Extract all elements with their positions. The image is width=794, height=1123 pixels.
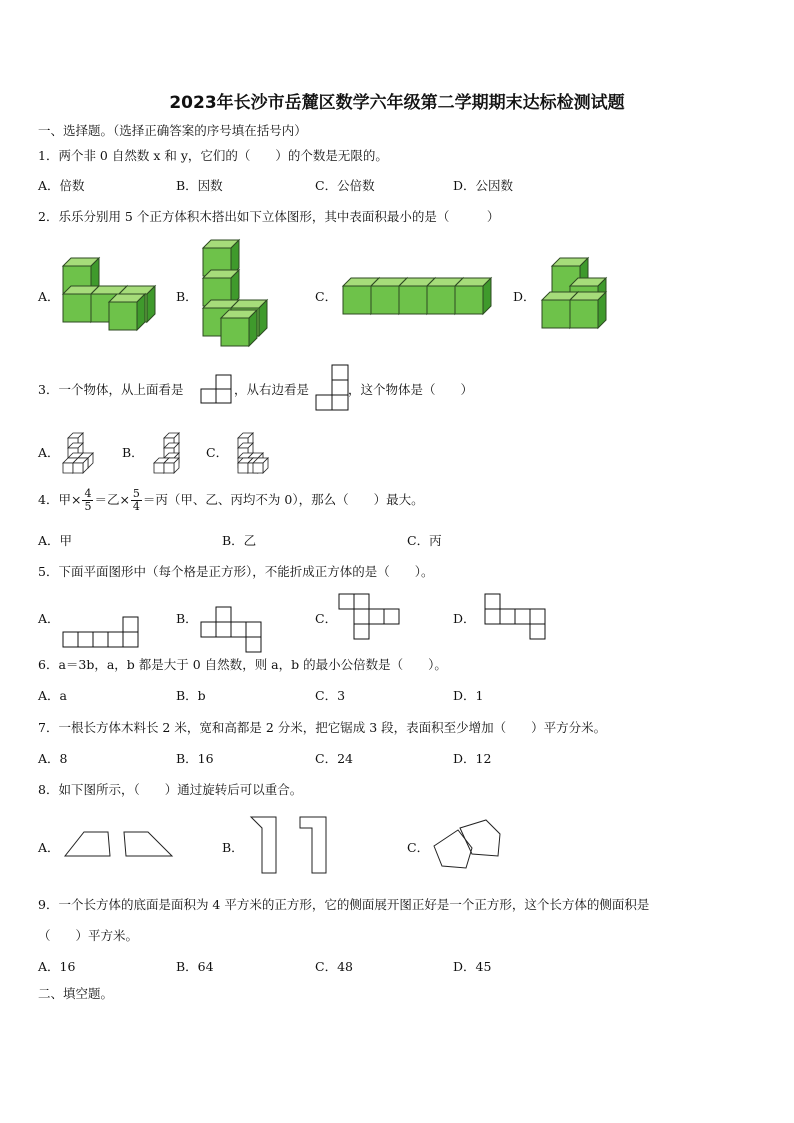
q4-text-post: ＝丙（甲、乙、丙均不为 0），那么（ ）最大。	[142, 492, 424, 507]
cube-front-face	[570, 300, 598, 328]
net-square	[354, 609, 369, 624]
q8-figure-c-pentagons	[432, 818, 504, 870]
cube-front-face	[399, 286, 427, 314]
page-title: 2023年长沙市岳麓区数学六年级第二学期期末达标检测试题	[169, 93, 625, 113]
q2-option-d[interactable]: D．	[513, 289, 536, 304]
cube-front-face	[371, 286, 399, 314]
net-square	[530, 624, 545, 639]
q9-option-d[interactable]: D．45	[453, 959, 492, 974]
q4-fraction-1-numerator: 4	[84, 487, 92, 500]
section-heading-1: 一、选择题。（选择正确答案的序号填在括号内）	[38, 123, 307, 138]
q3-figure-b-wire-cubes	[146, 430, 184, 472]
net-square	[123, 617, 138, 632]
net-square	[354, 624, 369, 639]
wire-cube-front-face	[164, 463, 174, 473]
q8-option-a[interactable]: A．	[38, 840, 60, 855]
q7-option-d[interactable]: D．12	[453, 751, 492, 766]
q4-option-b[interactable]: B．乙	[222, 533, 257, 548]
question-6: 6．a＝3b，a，b 都是大于 0 自然数，则 a，b 的最小公倍数是（ ）。	[38, 657, 447, 672]
net-square	[515, 609, 530, 624]
q6-option-a[interactable]: A．a	[38, 688, 67, 703]
question-3-part-2: ，从右边看是	[234, 382, 310, 397]
question-3-part-1: 3．一个物体，从上面看是	[38, 382, 184, 397]
q4-fraction-2-numerator: 5	[132, 487, 140, 500]
q5-net-b	[200, 591, 276, 641]
cube-front-face	[221, 318, 249, 346]
cube-front-face	[427, 286, 455, 314]
net-square	[384, 609, 399, 624]
net-square	[123, 632, 138, 647]
q4-text-pre: 4．甲×	[38, 492, 82, 507]
net-square	[339, 594, 354, 609]
q3-figure-c-wire-cubes	[230, 430, 268, 472]
net-square	[108, 632, 123, 647]
net-square	[216, 607, 231, 622]
cube-front-face	[63, 294, 91, 322]
q1-option-a[interactable]: A．倍数	[38, 178, 85, 193]
q2-figure-c-cubes	[340, 274, 500, 318]
question-9-line-2: （ ）平方米。	[38, 928, 139, 943]
q6-option-b[interactable]: B．b	[176, 688, 206, 703]
q3-option-a[interactable]: A．	[38, 445, 60, 460]
q7-option-a[interactable]: A．8	[38, 751, 68, 766]
net-square	[246, 622, 261, 637]
section-heading-2: 二、填空题。	[38, 986, 114, 1001]
q9-option-a[interactable]: A．16	[38, 959, 76, 974]
q2-option-a[interactable]: A．	[38, 289, 60, 304]
question-8: 8．如下图所示，（ ）通过旋转后可以重合。	[38, 782, 303, 797]
q5-net-c	[338, 593, 406, 643]
cube-front-face	[109, 302, 137, 330]
q2-figure-a-cubes	[60, 256, 160, 336]
net-square	[231, 622, 246, 637]
question-7: 7．一根长方体木料长 2 米，宽和高都是 2 分米，把它锯成 3 段，表面积至少增加（ ）平方分米。	[38, 720, 607, 735]
net-square	[485, 609, 500, 624]
wire-cube-front-face	[253, 463, 263, 473]
q8-figure-b-l-shapes	[248, 815, 332, 877]
q3-option-c[interactable]: C．	[206, 445, 229, 460]
net-square	[201, 622, 216, 637]
net-square	[246, 637, 261, 652]
wire-cube-front-face	[73, 463, 83, 473]
net-square	[354, 594, 369, 609]
question-9-line-1: 9．一个长方体的底面是面积为 4 平方米的正方形，它的侧面展开图正好是一个正方形，这个长方体的侧面积是	[38, 897, 650, 912]
q5-net-a	[62, 601, 138, 633]
net-square	[78, 632, 93, 647]
q7-option-c[interactable]: C．24	[315, 751, 353, 766]
q5-net-d	[484, 593, 546, 643]
wire-cube-front-face	[154, 463, 164, 473]
wire-cube-front-face	[238, 463, 248, 473]
q5-option-c[interactable]: C．	[315, 611, 338, 626]
q7-option-b[interactable]: B．16	[176, 751, 214, 766]
net-square	[63, 632, 78, 647]
question-5: 5．下面平面图形中（每个格是正方形），不能折成正方体的是（ ）。	[38, 564, 434, 579]
q8-option-c[interactable]: C．	[407, 840, 430, 855]
q5-option-b[interactable]: B．	[176, 611, 198, 626]
cube-front-face	[542, 300, 570, 328]
q4-fraction-1	[82, 488, 93, 513]
net-square	[93, 632, 108, 647]
q4-option-c[interactable]: C．丙	[407, 533, 442, 548]
q2-option-b[interactable]: B．	[176, 289, 198, 304]
q8-figure-a-trapezoids	[62, 830, 174, 860]
q8-option-b[interactable]: B．	[222, 840, 244, 855]
q1-option-d[interactable]: D．公因数	[453, 178, 514, 193]
q3-option-b[interactable]: B．	[122, 445, 144, 460]
q6-option-c[interactable]: C．3	[315, 688, 346, 703]
q9-option-b[interactable]: B．64	[176, 959, 214, 974]
q2-figure-b-cubes	[200, 238, 280, 354]
net-square	[216, 622, 231, 637]
net-square	[500, 609, 515, 624]
net-square	[369, 609, 384, 624]
q3-right-view-grid	[315, 364, 351, 412]
question-1: 1．两个非 0 自然数 x 和 y，它们的（ ）的个数是无限的。	[38, 148, 388, 163]
q2-option-c[interactable]: C．	[315, 289, 338, 304]
net-square	[485, 594, 500, 609]
q4-option-a[interactable]: A．甲	[38, 533, 73, 548]
q9-option-c[interactable]: C．48	[315, 959, 353, 974]
q4-text-mid: ＝乙×	[94, 492, 130, 507]
q1-option-b[interactable]: B．因数	[176, 178, 223, 193]
cube-front-face	[343, 286, 371, 314]
q5-option-a[interactable]: A．	[38, 611, 60, 626]
question-4	[38, 484, 424, 516]
q4-fraction-1-denominator: 5	[84, 500, 92, 513]
q1-option-c[interactable]: C．公倍数	[315, 178, 375, 193]
q5-option-d[interactable]: D．	[453, 611, 476, 626]
q2-figure-d-cubes	[540, 256, 620, 332]
question-2: 2．乐乐分别用 5 个正方体积木搭出如下立体图形，其中表面积最小的是（ ）	[38, 209, 500, 224]
question-3-part-3: ，这个物体是（ ）	[348, 382, 474, 397]
cube-front-face	[455, 286, 483, 314]
q3-figure-a-wire-cubes	[60, 430, 98, 472]
q3-top-view-grid	[200, 374, 234, 404]
q6-option-d[interactable]: D．1	[453, 688, 484, 703]
q4-fraction-2-denominator: 4	[132, 500, 140, 513]
q4-fraction-2	[131, 488, 142, 513]
wire-cube-front-face	[63, 463, 73, 473]
net-square	[530, 609, 545, 624]
